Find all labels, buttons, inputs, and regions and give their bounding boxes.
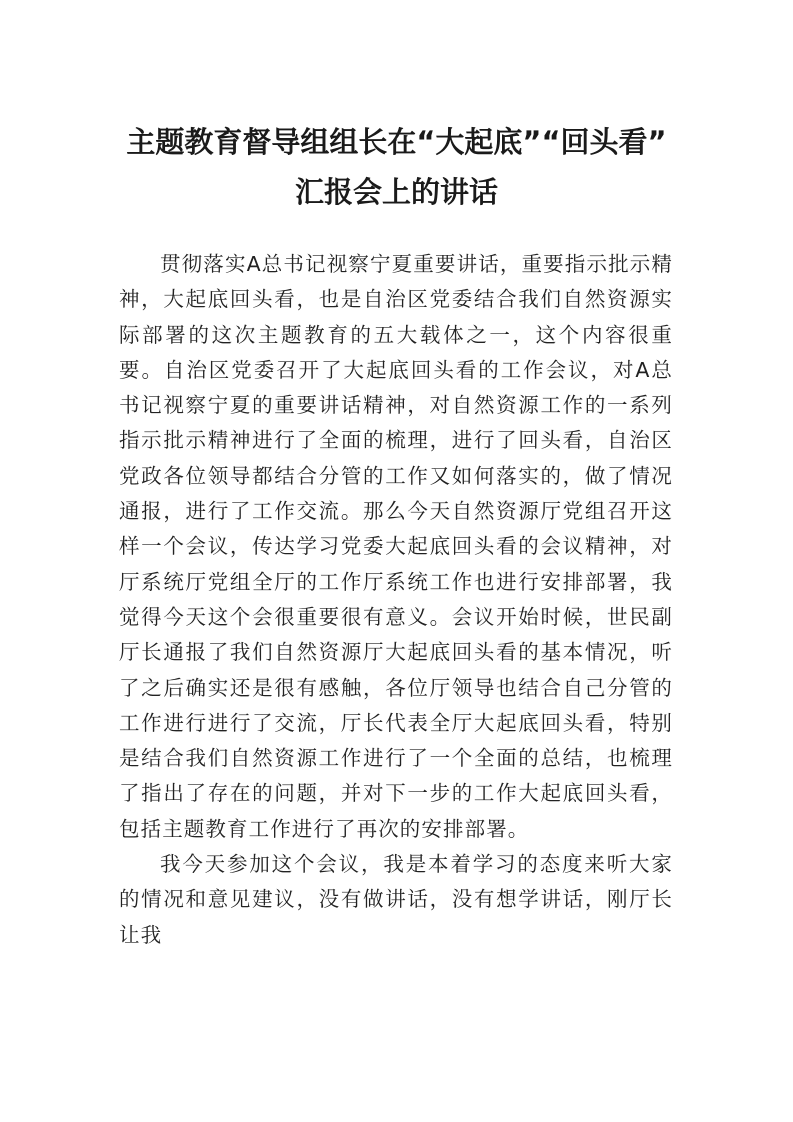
- document-body: [119, 247, 673, 953]
- paragraph-2: 我今天参加这个会议，我是本着学习的态度来听大家的情况和意见建议，没有做讲话，没有想学讲话，刚厅长让我: [119, 852, 673, 947]
- document-title-line-2: 汇报会上的讲话: [294, 175, 498, 209]
- paragraph-1: 贯彻落实A总书记视察宁夏重要讲话，重要指示批示精神，大起底回头看，也是自治区党委结合我们自然资源实际部署的这次主题教育的五大载体之一，这个内容很重要。自治区党委召开了大起底回头看的工作会议，对A总书记视察宁夏的重要讲话精神，对自然资源工作的一系列指示批示精神进行了全面的梳理，进行了回头看，自治区党政各位领导都结合分管的工作又如何落实的，做了情况通报，进行了工作交流。那么今天自然资源厅党组召开这样一个会议，传达学习党委大起底回头看的会议精神，对厅系统厅党组全厅的工作厅系统工作也进行安排部署，我觉得今天这个会很重要很有意义。会议开始时候，世民副厅长通报了我们自然资源厅大起底回头看的基本情况，听了之后确实还是很有感触，各位厅领导也结合自己分管的工作进行进行了交流，厅长代表全厅大起底回头看，特别是结合我们自然资源工作进行了一个全面的总结，也梳理了指出了存在的问题，并对下一步的工作大起底回头看，包括主题教育工作进行了再次的安排部署。: [119, 252, 673, 841]
- document-title-line-1: 主题教育督导组组长在“大起底”“回头看”: [126, 125, 667, 159]
